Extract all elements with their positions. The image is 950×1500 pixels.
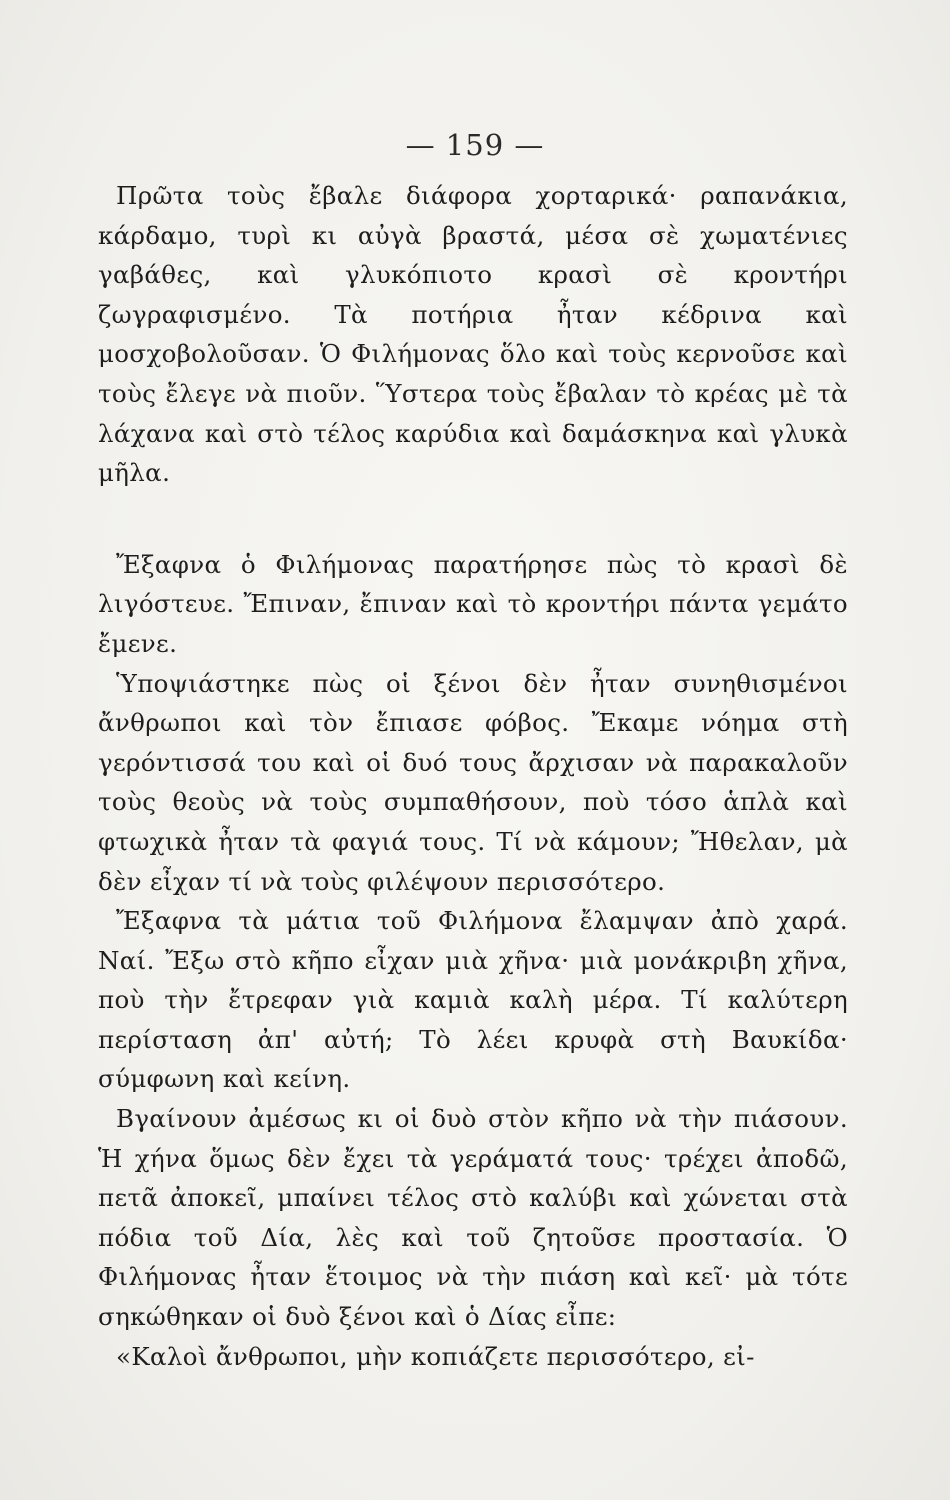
body-text — [98, 176, 848, 1376]
paragraph-2: Ἔξαφνα ὁ Φιλήμονας παρατήρησε πὼς τὸ κρασὶ δὲ λιγόστευε. Ἔπιναν, ἔπιναν καὶ τὸ κροντήρι πάντα γεμάτο ἔμενε. — [98, 549, 848, 658]
paragraph-6: «Καλοὶ ἄνθρωποι, μὴν κοπιάζετε περισσότερο, εἰ- — [116, 1341, 755, 1371]
paragraph-5: Βγαίνουν ἀμέσως κι οἱ δυὸ στὸν κῆπο νὰ τὴν πιάσουν. Ἡ χήνα ὅμως δὲν ἔχει τὰ γεράματά τους· τρέχει ἀποδῶ, πετᾶ ἀποκεῖ, μπαίνει τέλος στὸ καλύβι καὶ χώνεται στὰ πόδια τοῦ Δία, λὲς καὶ τοῦ ζητοῦσε προστασία. Ὁ Φιλήμονας ἦταν ἕτοιμος νὰ τὴν πιάση καὶ κεῖ· μὰ τότε σηκώθηκαν οἱ δυὸ ξένοι καὶ ὁ Δίας εἶπε: — [98, 1104, 848, 1332]
paragraph-1: Πρῶτα τοὺς ἔβαλε διάφορα χορταρικά· ραπανάκια, κάρδαμο, τυρὶ κι αὐγὰ βραστά, μέσα σὲ χωματένιες γαβάθες, καὶ γλυκόπιοτο κρασὶ σὲ κροντήρι ζωγραφισμένο. Τὰ ποτήρια ἦταν κέδρινα καὶ μοσχοβολοῦσαν. Ὁ Φιλήμονας ὅλο καὶ τοὺς κερνοῦσε καὶ τοὺς ἔλεγε νὰ πιοῦν. Ὕστερα τοὺς ἔβαλαν τὸ κρέας μὲ τὰ λάχανα καὶ στὸ τέλος καρύδια καὶ δαμάσκηνα καὶ γλυκὰ μῆλα. — [98, 181, 848, 488]
paragraph-4: Ἔξαφνα τὰ μάτια τοῦ Φιλήμονα ἔλαμψαν ἀπὸ χαρά. Ναί. Ἔξω στὸ κῆπο εἶχαν μιὰ χῆνα· μιὰ μονάκριβη χῆνα, ποὺ τὴν ἔτρεφαν γιὰ καμιὰ καλὴ μέρα. Τί καλύτερη περίσταση ἀπ' αὐτή; Τὸ λέει κρυφὰ στὴ Βαυκίδα· σύμφωνη καὶ κείνη. — [98, 906, 848, 1094]
page-number: — 159 — — [405, 128, 545, 162]
paragraph-3: Ὑποψιάστηκε πὼς οἱ ξένοι δὲν ἦταν συνηθισμένοι ἄνθρωποι καὶ τὸν ἔπιασε φόβος. Ἔκαμε νόημα στὴ γερόντισσά του καὶ οἱ δυό τους ἄρχισαν νὰ παρακαλοῦν τοὺς θεοὺς νὰ τοὺς συμπαθήσουν, ποὺ τόσο ἁπλὰ καὶ φτωχικὰ ἦταν τὰ φαγιά τους. Τί νὰ κάμουν; Ἤθελαν, μὰ δὲν εἶχαν τί νὰ τοὺς φιλέψουν περισσότερο. — [98, 668, 848, 896]
